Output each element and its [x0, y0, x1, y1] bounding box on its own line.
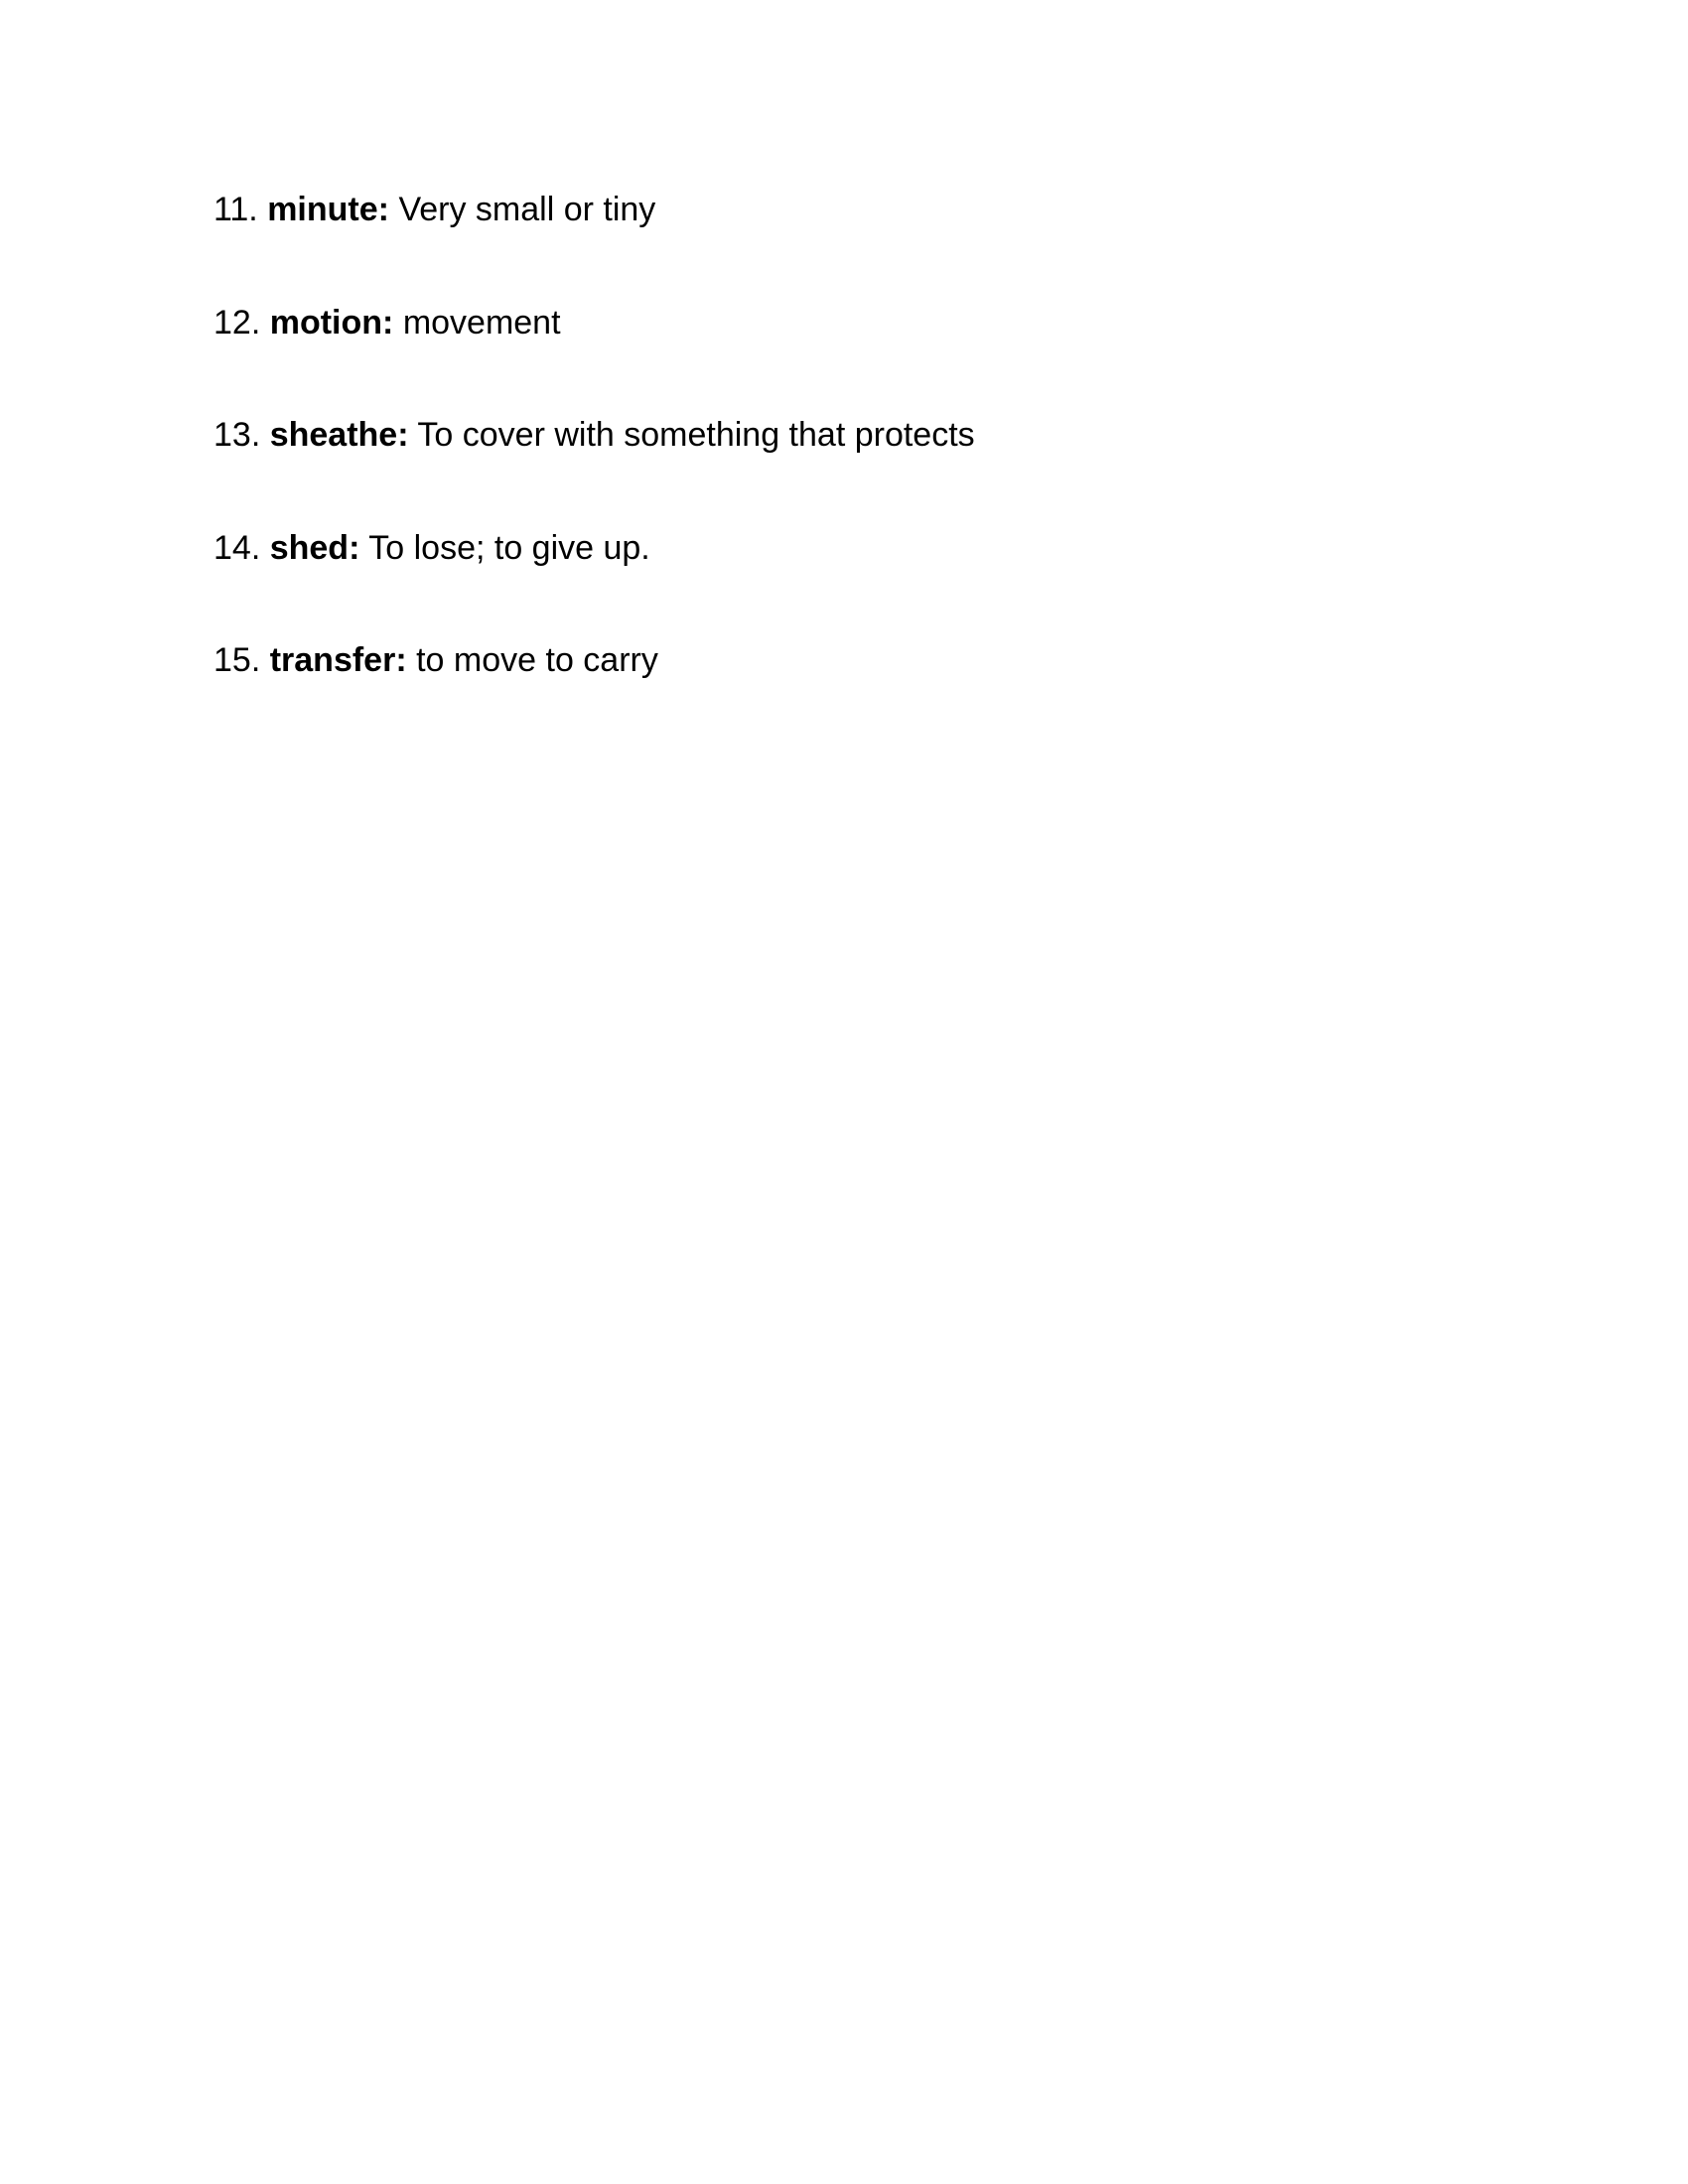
entry-term: motion: [269, 303, 394, 341]
list-item [213, 302, 1475, 345]
entry-term: shed: [269, 528, 360, 567]
entry-number: 12. [213, 303, 261, 341]
entry-number: 14. [213, 528, 261, 567]
entry-definition: Very small or tiny [398, 191, 656, 228]
entry-definition: movement [402, 303, 561, 341]
entry-number: 13. [213, 416, 261, 455]
list-item [213, 189, 1475, 232]
entry-number: 11. [213, 191, 258, 228]
entry-term: sheathe: [269, 416, 409, 455]
entry-term: minute: [267, 191, 389, 228]
entry-definition: to move to carry [416, 641, 658, 680]
entry-term: transfer: [269, 641, 407, 680]
entry-definition: To cover with something that protects [417, 416, 975, 455]
entry-number: 15. [213, 641, 261, 680]
list-item [213, 639, 1475, 683]
list-item [213, 414, 1475, 458]
list-item [213, 527, 1475, 571]
glossary-list [213, 189, 1475, 683]
entry-definition: To lose; to give up. [368, 528, 650, 567]
